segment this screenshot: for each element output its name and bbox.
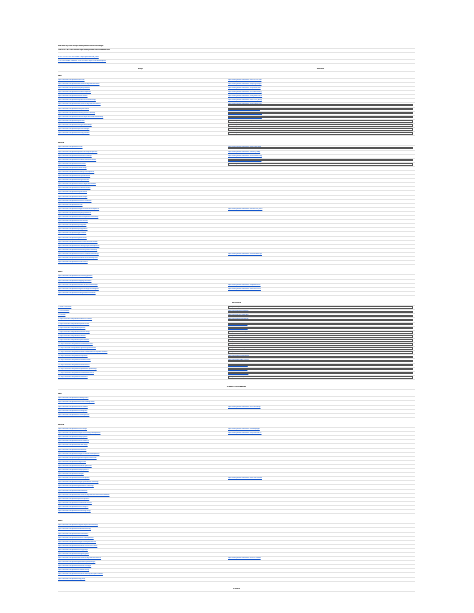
problem-link[interactable]: https://leetcode.com/problems/counting-bits/ xyxy=(58,410,88,412)
problem-link[interactable]: https://leetcode.com/problems/insert-interval/ xyxy=(58,221,88,223)
table-row xyxy=(58,414,415,418)
problem-link[interactable]: https://leetcode.com/problems/min-cost-climbing-stairs/ xyxy=(58,402,95,404)
reference-link[interactable]: https://www.youtube.com/watch?v=1pkOgXD63yU xyxy=(228,83,262,85)
cell-highlight-box xyxy=(228,327,413,330)
problem-link[interactable]: https://leetcode.com/problems/partition-equal-subset-sum/ xyxy=(58,457,97,459)
problem-link[interactable]: https://leetcode.com/problems/word-break/ xyxy=(58,449,87,451)
reference-link[interactable]: https://www.youtube.com/watch?v=73r3KWiEvyk xyxy=(228,406,261,408)
recursion-reference-link[interactable]: https://youtu.be/FWAIf_EVUKE xyxy=(228,360,249,362)
problem-link[interactable]: https://leetcode.com/problems/best-time-to-buy-and-sell-stock-with-cooldown/ xyxy=(58,494,110,496)
problem-link[interactable]: https://leetcode.com/problems/longest-valid-parentheses/ xyxy=(58,541,97,543)
recursion-problem[interactable]: 7. https://leetcode.com/problems/reverse-string/ xyxy=(58,331,90,333)
reference-link[interactable]: https://www.youtube.com/watch?v=UuiTKBwPgAo xyxy=(228,159,262,161)
recursion-problem[interactable]: 11. https://leetcode.com/problems/generate-parentheses/ xyxy=(58,348,96,350)
problem-link[interactable]: https://leetcode.com/problems/first-missing-positive/ xyxy=(58,276,93,278)
problem-link[interactable]: https://leetcode.com/problems/minimum-path-sum/ xyxy=(58,465,92,467)
cell-highlight-box xyxy=(228,132,413,135)
problem-link[interactable]: https://leetcode.com/problems/interleaving-string/ xyxy=(58,510,91,512)
section-title: MEDIUM xyxy=(58,143,65,145)
recursion-reference-link[interactable]: https://youtu.be/aG2tP1Xm2dY xyxy=(228,344,249,346)
problem-link[interactable]: https://leetcode.com/problems/pascals-triangle/ xyxy=(58,128,90,130)
sheet-body xyxy=(58,72,415,592)
cell-highlight-box xyxy=(228,323,413,326)
problem-link[interactable]: https://leetcode.com/problems/3sum-closest/ xyxy=(58,262,88,264)
cell-highlight-box xyxy=(228,347,413,350)
problem-link[interactable]: https://leetcode.com/problems/merge-sorted-array/ xyxy=(58,124,92,126)
cell-highlight-box xyxy=(228,343,413,346)
recursion-reference-link[interactable]: https://youtu.be/3jvWodd7ht0 xyxy=(228,368,248,370)
cell-highlight-box xyxy=(228,360,413,363)
problem-link[interactable]: https://leetcode.com/problems/is-subsequence/ xyxy=(58,414,90,416)
cell-highlight-box xyxy=(228,108,413,111)
recursion-reference-link[interactable]: https://youtu.be/yVdKa8dnKiE xyxy=(228,307,248,309)
recursion-problem[interactable]: 18. https://leetcode.com/problems/subsets-ii/ xyxy=(58,376,88,378)
reference-link[interactable]: https://www.youtube.com/watch?v=6X7Ha2PrDmM xyxy=(228,478,262,480)
problem-link[interactable]: https://leetcode.com/problems/regular-expression-matching/ xyxy=(58,525,98,527)
problem-link[interactable]: https://leetcode.com/problems/maximal-rectangle/ xyxy=(58,566,92,568)
problem-link[interactable]: https://leetcode.com/problems/coin-change/ xyxy=(58,429,88,431)
problem-link[interactable]: https://leetcode.com/problems/game-of-life/ xyxy=(58,237,87,239)
problem-link[interactable]: https://leetcode.com/problems/container-with-most-water/ xyxy=(58,159,97,161)
cell-highlight-box xyxy=(228,311,413,314)
problem-link[interactable]: https://leetcode.com/problems/move-zeroes/ xyxy=(58,96,88,98)
recursion-problem[interactable]: 17. https://leetcode.com/problems/combination-sum-ii/ xyxy=(58,372,94,374)
recursion-reference-link[interactable]: https://youtu.be/kTf-iEuO7sM xyxy=(228,323,248,325)
cell-highlight-box xyxy=(228,124,413,127)
recursion-reference-link[interactable]: https://youtu.be/AxNNVECce8c xyxy=(228,335,249,337)
problem-link[interactable]: https://leetcode.com/problems/edit-distance/ xyxy=(58,490,88,492)
problem-link[interactable]: https://leetcode.com/problems/contains-duplicate/ xyxy=(58,92,91,94)
cell-highlight-box xyxy=(228,372,413,375)
recursion-reference-link[interactable]: https://youtu.be/Ph95IHmRp5M xyxy=(228,356,249,358)
problem-link[interactable]: https://leetcode.com/problems/unique-paths-ii/ xyxy=(58,470,89,472)
problem-link[interactable]: https://leetcode.com/problems/house-robber-ii/ xyxy=(58,441,89,443)
problem-link[interactable]: https://leetcode.com/problems/burst-balloons/ xyxy=(58,533,89,535)
cell-highlight-box xyxy=(228,368,413,371)
problem-link[interactable]: https://leetcode.com/problems/triangle/ xyxy=(58,474,84,476)
table-row xyxy=(58,292,415,296)
reference-link[interactable]: https://www.youtube.com/watch?v=cjWnW0hdF1Y xyxy=(228,433,262,435)
reference-link[interactable]: https://www.youtube.com/watch?v=5WZl3MMT0Eg xyxy=(228,155,262,157)
problem-link[interactable]: https://leetcode.com/problems/majority-element/ xyxy=(58,88,90,90)
problem-link[interactable]: https://leetcode.com/problems/find-the-duplicate-number/ xyxy=(58,184,96,186)
recursion-reference-link[interactable]: https://youtu.be/Vn2v6ajA7U0 xyxy=(228,376,248,378)
problem-link[interactable]: https://leetcode.com/problems/rotate-array/ xyxy=(58,167,87,169)
cell-highlight-box xyxy=(228,331,413,334)
recursion-problem[interactable]: 5. https://leetcode.com/problems/power-of-two/ xyxy=(58,323,90,325)
problem-link[interactable]: https://leetcode.com/problems/trapping-rain-water/ xyxy=(58,280,92,282)
header-row xyxy=(58,49,415,53)
reference-link[interactable]: https://www.youtube.com/watch?v=3YILP-PdEJA xyxy=(228,558,261,560)
problem-link[interactable]: https://leetcode.com/problems/scramble-string/ xyxy=(58,570,90,572)
reference-link[interactable]: https://www.youtube.com/watch?v=aayNRwUN3Do xyxy=(228,96,263,98)
recursion-problem[interactable]: 16. https://leetcode.com/problems/palindrome-partitioning/ xyxy=(58,368,97,370)
reference-link[interactable]: https://www.youtube.com/watch?v=WnPLSRLSANE xyxy=(228,133,263,135)
cell-highlight-box xyxy=(228,335,413,338)
problem-link[interactable]: https://leetcode.com/problems/frog-jump/ xyxy=(58,578,86,580)
recursion-problem[interactable]: 8. https://leetcode.com/problems/subsets/ xyxy=(58,335,86,337)
reference-link[interactable]: https://www.youtube.com/watch?v=zx5Sw9130L0 xyxy=(228,288,261,290)
problem-link[interactable]: https://leetcode.com/problems/3sum/ xyxy=(58,147,83,149)
problem-link[interactable]: https://leetcode.com/problems/search-in-rotated-sorted-array/ xyxy=(58,253,99,255)
recursion-reference-link[interactable]: https://youtu.be/tl2fiBK6nvg xyxy=(228,331,247,333)
reference-link[interactable]: https://www.youtube.com/watch?v=P1Ic85RarKY xyxy=(228,124,261,126)
problem-link[interactable]: https://leetcode.com/problems/jump-game/ xyxy=(58,225,87,227)
header-line-1[interactable]: DSA Sheet by PRINCE https://www.youtube.com/c/PrinceSingh/ xyxy=(58,46,104,47)
problem-link[interactable]: https://leetcode.com/problems/gas-station/ xyxy=(58,233,87,235)
recursion-reference-link[interactable]: https://youtu.be/0snEunUacZY xyxy=(228,352,249,354)
problem-link[interactable]: https://leetcode.com/problems/climbing-stairs/ xyxy=(58,398,89,400)
recursion-reference-link[interactable]: https://youtu.be/wAyrtLAeWvI xyxy=(228,327,248,329)
problem-link[interactable]: https://leetcode.com/problems/perfect-squares/ xyxy=(58,498,90,500)
recursion-problem[interactable]: 15. https://leetcode.com/problems/word-search/ xyxy=(58,364,90,366)
table-row xyxy=(58,578,415,582)
dp-section-title: HARD xyxy=(58,521,63,523)
problem-link[interactable]: https://leetcode.com/problems/wildcard-matching/ xyxy=(58,529,91,531)
problem-link[interactable]: https://leetcode.com/problems/subarray-sum-equals-k/ xyxy=(58,172,95,173)
recursion-problem[interactable]: 12. https://leetcode.com/problems/letter-combinations-of-a-phone-number/ xyxy=(58,352,108,354)
telegram-link[interactable]: JOIN TELEGRAM CHANNEL FOR UPDATES https://t.me/dsawithprince xyxy=(58,61,106,63)
problem-link[interactable]: https://leetcode.com/problems/house-robber/ xyxy=(58,406,88,408)
problem-link[interactable]: https://leetcode.com/problems/palindromic-substrings/ xyxy=(58,486,94,488)
problem-link[interactable]: https://leetcode.com/problems/target-sum/ xyxy=(58,461,87,463)
problem-link[interactable]: https://leetcode.com/problems/max-chunks-to-make-sorted/ xyxy=(58,241,98,243)
problem-link[interactable]: https://leetcode.com/problems/decode-ways/ xyxy=(58,445,88,447)
section-heading-row xyxy=(58,588,415,592)
cell-highlight-box xyxy=(228,319,413,322)
problem-link[interactable]: https://leetcode.com/problems/best-time-to-buy-and-sell-stock/ xyxy=(58,83,100,85)
problem-link[interactable]: https://leetcode.com/problems/distinct-subsequences/ xyxy=(58,537,94,539)
recursion-problem[interactable]: 6. https://leetcode.com/problems/powx-n/ xyxy=(58,327,86,329)
strings-title: STRINGS xyxy=(233,588,240,590)
problem-link[interactable]: https://leetcode.com/problems/dungeon-game/ xyxy=(58,554,89,555)
problem-link[interactable]: https://leetcode.com/problems/majority-element-ii/ xyxy=(58,212,92,214)
header-line-2[interactable]: CHECKOUT MY DSA Channel https://www.youtube.com/c/DSAwithPrince xyxy=(58,50,111,52)
recursion-reference-link[interactable]: https://youtu.be/a0V51v3hk5A xyxy=(228,339,249,341)
dp-title: DYNAMIC PROGRAMMING xyxy=(226,387,247,389)
problem-link[interactable]: https://leetcode.com/problems/minimum-size-subarray-sum/ xyxy=(58,257,98,259)
dp-section-title: EASY xyxy=(58,394,63,396)
reference-link[interactable]: https://www.youtube.com/watch?v=bNvIQI2wAjk xyxy=(228,151,261,153)
column-header-arrays: Arrays xyxy=(138,68,143,70)
problem-link[interactable]: https://leetcode.com/problems/longest-consecutive-sequence/ xyxy=(58,208,100,210)
problem-link[interactable]: https://leetcode.com/problems/longest-increasing-subsequence/ xyxy=(58,433,101,435)
problem-link[interactable]: https://leetcode.com/problems/maximum-product-subarray/ xyxy=(58,249,98,251)
problem-link[interactable]: https://leetcode.com/problems/two-sum/ xyxy=(58,79,85,81)
cell-highlight-box xyxy=(228,128,413,131)
cell-highlight-box xyxy=(228,315,413,318)
reference-link[interactable]: https://www.youtube.com/watch?v=7pnhv842keE xyxy=(228,88,261,90)
section-title: EASY xyxy=(58,75,63,77)
recursion-reference-link[interactable]: https://youtu.be/rSA3t6BDDwg xyxy=(228,372,249,374)
problem-link[interactable]: https://leetcode.com/problems/4sum/ xyxy=(58,204,83,206)
cell-highlight-box xyxy=(228,116,413,119)
recursion-problem[interactable]: 13. https://leetcode.com/problems/n-queens/ xyxy=(58,356,88,358)
problem-link[interactable]: https://leetcode.com/problems/rotate-image/ xyxy=(58,196,88,198)
header-row xyxy=(58,60,415,64)
table-row xyxy=(58,132,415,136)
table-row xyxy=(58,261,415,265)
problem-link[interactable]: https://leetcode.com/problems/best-time-to-buy-and-sell-stock-ii/ xyxy=(58,104,101,106)
problem-link[interactable]: https://leetcode.com/problems/remove-duplicates-from-sorted-array/ xyxy=(58,116,104,118)
recursion-problem[interactable]: 9. https://leetcode.com/problems/permutations/ xyxy=(58,339,90,341)
problem-link[interactable]: https://leetcode.com/problems/combination-sum-iv/ xyxy=(58,502,92,504)
cell-highlight-box xyxy=(228,339,413,342)
problem-link[interactable]: https://leetcode.com/problems/find-all-duplicates-in-an-array/ xyxy=(58,217,99,219)
reference-link[interactable]: https://www.youtube.com/watch?v=P6RZZMu_maU xyxy=(228,208,263,210)
dp-section-title: MEDIUM xyxy=(58,425,65,426)
problem-link[interactable]: https://leetcode.com/problems/missing-number/ xyxy=(58,133,90,135)
problem-link[interactable]: https://leetcode.com/problems/largest-rectangle-in-histogram/ xyxy=(58,288,99,290)
cell-highlight-box xyxy=(228,356,413,359)
table-row xyxy=(58,510,415,514)
follow-link[interactable]: HOW TO FOLLOW THIS SHEET https://youtu.be/DSA_sheet xyxy=(58,57,99,59)
reference-link[interactable]: https://www.youtube.com/watch?v=jIaA8boiG1s xyxy=(228,120,260,122)
problem-link[interactable]: https://leetcode.com/problems/palindrome-partitioning-ii/ xyxy=(58,562,96,564)
reference-link[interactable]: https://www.youtube.com/watch?v=4xbWSRZHqac xyxy=(228,163,262,165)
problem-link[interactable]: https://leetcode.com/problems/coin-change-2/ xyxy=(58,506,89,508)
recursion-problem[interactable]: 2. Print Numbers xyxy=(58,311,70,313)
problem-link[interactable]: https://leetcode.com/problems/minimum-cost-to-cut-a-stick/ xyxy=(58,545,98,547)
recursion-problem[interactable]: 3. Factorial xyxy=(58,315,66,317)
problem-link[interactable]: https://leetcode.com/problems/plus-one/ xyxy=(58,120,85,122)
problem-link[interactable]: https://leetcode.com/problems/longest-palindromic-substring/ xyxy=(58,482,99,484)
reference-link[interactable]: https://www.youtube.com/watch?v=U8XENwh8Oy8 xyxy=(228,253,262,255)
cell-highlight-box xyxy=(228,112,413,115)
recursion-reference-link[interactable]: https://youtu.be/nKI0sxWgF1A xyxy=(228,319,249,321)
problem-link[interactable]: https://leetcode.com/problems/jump-game-ii/ xyxy=(58,229,88,231)
recursion-problem[interactable]: 14. https://leetcode.com/problems/sudoku-solver/ xyxy=(58,360,91,362)
cell-highlight-box xyxy=(228,306,413,309)
cell-highlight-box xyxy=(228,364,413,367)
problem-link[interactable]: https://leetcode.com/problems/product-of-array-except-self/ xyxy=(58,151,98,153)
reference-link[interactable]: https://www.youtube.com/watch?v=MwwYJ2lHmqE xyxy=(228,112,262,114)
problem-link[interactable]: https://leetcode.com/problems/longest-common-subsequence/ xyxy=(58,453,100,455)
recursion-reference-link[interactable]: https://youtu.be/3vJ1DEw1eAY xyxy=(228,315,249,317)
problem-link[interactable]: https://leetcode.com/problems/spiral-matrix/ xyxy=(58,192,88,194)
reference-link[interactable]: https://www.youtube.com/watch?v=FPCZsG_AkUg xyxy=(228,100,262,102)
problem-link[interactable]: https://leetcode.com/problems/cherry-pickup/ xyxy=(58,549,88,551)
reference-link[interactable]: https://www.youtube.com/watch?v=q6IEA26hvXc xyxy=(228,284,261,286)
problem-link[interactable]: https://leetcode.com/problems/minimum-difficulty-of-a-job-schedule/ xyxy=(58,574,103,576)
problem-link[interactable]: https://leetcode.com/problems/sliding-window-maximum/ xyxy=(58,292,96,294)
problem-link[interactable]: https://leetcode.com/problems/median-of-two-sorted-arrays/ xyxy=(58,284,98,286)
recursion-problem[interactable]: 4. https://leetcode.com/problems/fibonacci-number/ xyxy=(58,319,93,321)
cell-highlight-box xyxy=(228,104,413,107)
reference-link[interactable]: https://www.youtube.com/watch?v=u89i60lYx8U xyxy=(228,108,260,110)
cell-highlight-box xyxy=(228,163,413,166)
table-row xyxy=(58,376,415,380)
reference-link[interactable]: https://www.youtube.com/watch?v=DEJAZBq0FDA xyxy=(228,116,262,118)
section-title: HARD xyxy=(58,272,63,274)
cell-highlight-box xyxy=(228,159,413,162)
problem-link[interactable]: https://leetcode.com/problems/unique-paths/ xyxy=(58,437,88,439)
recursion-reference-link[interactable]: https://youtu.be/pfiQ_PS1g8E xyxy=(228,364,248,366)
reference-link[interactable]: https://www.youtube.com/watch?v=jzZsG8n2R9A xyxy=(228,147,261,149)
spreadsheet xyxy=(58,45,415,592)
recursion-reference-link[interactable]: https://youtu.be/M2uO0ylx8Kw xyxy=(228,311,249,313)
recursion-problem[interactable]: 10. https://leetcode.com/problems/combination-sum/ xyxy=(58,344,93,346)
problem-link[interactable]: https://leetcode.com/problems/running-sum-of-1d-array/ xyxy=(58,112,96,114)
cell-highlight-box xyxy=(228,147,413,150)
reference-link[interactable]: https://www.youtube.com/watch?v=3OamzN90kPg xyxy=(228,92,262,94)
problem-link[interactable]: https://leetcode.com/problems/increasing-triplet-subsequence/ xyxy=(58,245,100,247)
problem-link[interactable]: https://leetcode.com/problems/sort-colors/ xyxy=(58,163,86,165)
problem-link[interactable]: https://leetcode.com/problems/maximal-square/ xyxy=(58,478,90,480)
problem-link[interactable]: https://leetcode.com/problems/maximum-subarray/ xyxy=(58,155,92,157)
reference-link[interactable]: https://www.youtube.com/watch?v=3SJ3pUkPQMc xyxy=(228,104,262,106)
problem-link[interactable]: https://leetcode.com/problems/merge-intervals/ xyxy=(58,180,90,182)
column-header-row xyxy=(58,68,415,72)
problem-link[interactable]: https://leetcode.com/problems/set-matrix-zeroes/ xyxy=(58,188,91,190)
cell-highlight-box xyxy=(228,376,413,379)
reference-link[interactable]: https://www.youtube.com/watch?v=H9bfqozjoqs xyxy=(228,429,260,431)
recursion-reference-link[interactable]: https://youtu.be/s9fokUqJ76A xyxy=(228,348,248,350)
reference-link[interactable]: https://www.youtube.com/watch?v=nPVEaB3AjUM xyxy=(228,128,262,130)
column-header-reference: Reference xyxy=(316,68,325,70)
cell-highlight-box xyxy=(228,351,413,354)
recursion-title: RECURSION xyxy=(231,303,241,305)
problem-link[interactable]: https://leetcode.com/problems/search-a-2d-matrix/ xyxy=(58,200,92,202)
problem-link[interactable]: https://leetcode.com/problems/find-pivot-index/ xyxy=(58,108,90,110)
problem-link[interactable]: https://leetcode.com/problems/best-time-to-buy-and-sell-stock-iv/ xyxy=(58,558,102,560)
problem-link[interactable]: https://leetcode.com/problems/next-permutation/ xyxy=(58,176,91,178)
section-heading-row xyxy=(58,386,415,390)
problem-link[interactable]: https://leetcode.com/problems/squares-of-a-sorted-array/ xyxy=(58,100,96,102)
cell-highlight-box xyxy=(228,120,413,123)
recursion-problem[interactable]: 1. What is recursion xyxy=(58,307,72,309)
reference-link[interactable]: https://www.youtube.com/watch?v=KLlXCFG5TnA xyxy=(228,79,262,81)
